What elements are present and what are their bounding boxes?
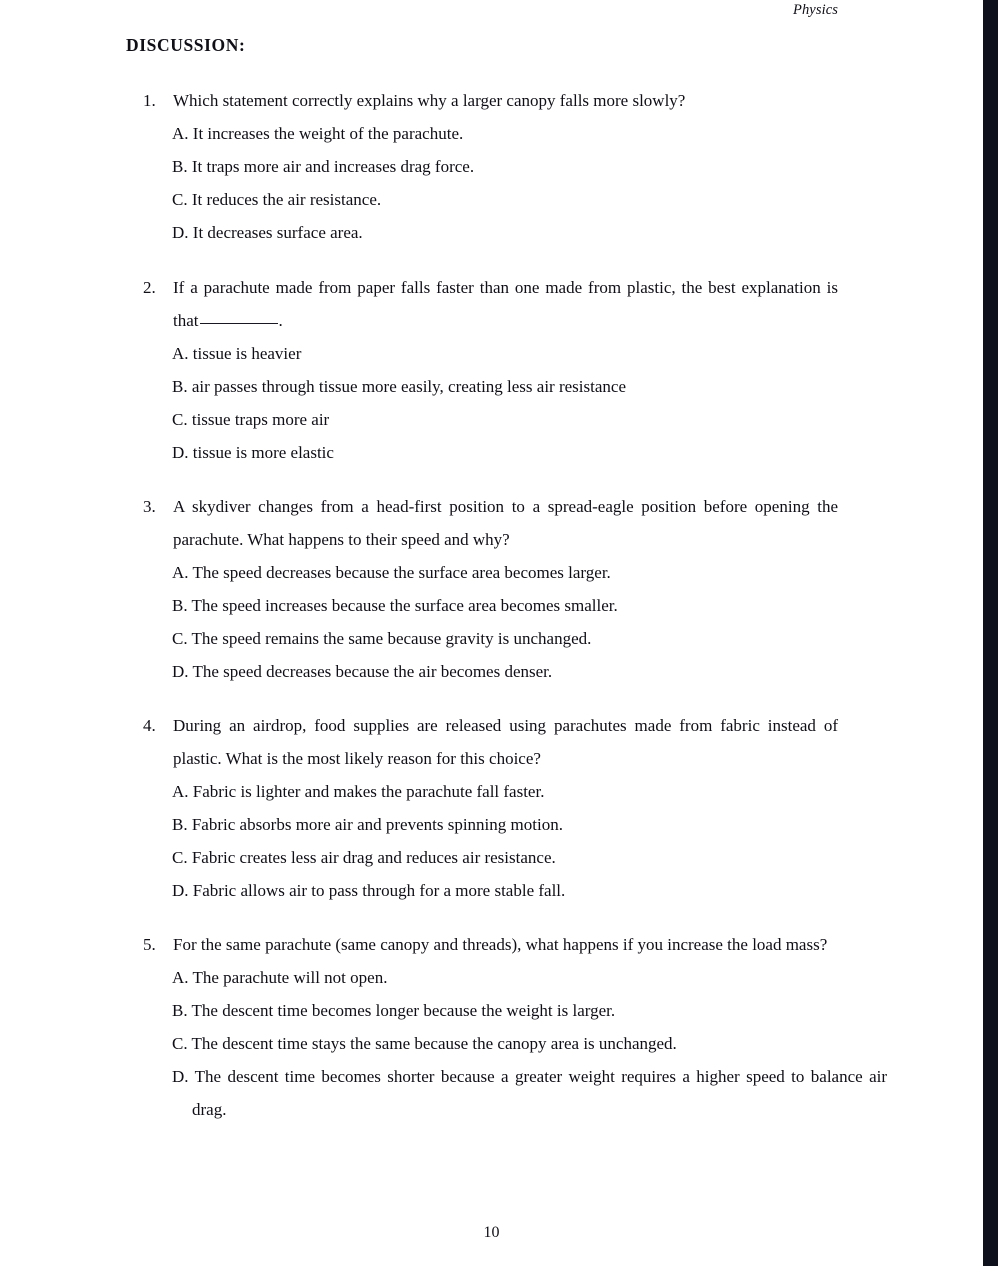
question-stem-text: During an airdrop, food supplies are released using parachutes made from fabric instead of plastic. What is the most likely reason for this choice? xyxy=(173,716,838,768)
question-stem-row xyxy=(143,490,838,556)
option-item[interactable] xyxy=(172,775,838,808)
option-letter: A. xyxy=(172,563,189,582)
option-letter: A. xyxy=(172,968,189,987)
option-letter: C. xyxy=(172,190,188,209)
option-item[interactable] xyxy=(172,655,838,688)
option-item[interactable] xyxy=(172,622,838,655)
option-letter: A. xyxy=(172,344,189,363)
question-number: 5. xyxy=(143,935,156,954)
question-stem-text: For the same parachute (same canopy and threads), what happens if you increase the load mass? xyxy=(173,935,828,954)
question-item xyxy=(143,271,838,469)
option-list xyxy=(172,117,838,249)
option-text: The speed remains the same because gravity is unchanged. xyxy=(191,629,592,648)
question-stem-row xyxy=(143,271,838,337)
option-text: The speed increases because the surface area becomes smaller. xyxy=(191,596,618,615)
question-list xyxy=(143,84,887,1126)
option-letter: C. xyxy=(172,848,188,867)
option-item[interactable] xyxy=(172,403,838,436)
option-item[interactable] xyxy=(172,216,838,249)
option-letter: C. xyxy=(172,1034,188,1053)
option-item[interactable] xyxy=(172,337,838,370)
option-letter: D. xyxy=(172,662,189,681)
option-letter: D. xyxy=(172,881,189,900)
option-text: The speed decreases because the surface area becomes larger. xyxy=(192,563,611,582)
question-stem-text: A skydiver changes from a head-first position to a spread-eagle position before opening the parachute. What happens to their speed and why? xyxy=(173,497,838,549)
question-stem-row xyxy=(143,928,838,961)
question-item xyxy=(143,928,887,1126)
question-item xyxy=(143,709,838,907)
option-item[interactable] xyxy=(172,961,838,994)
option-letter: D. xyxy=(172,443,189,462)
option-list xyxy=(172,337,838,469)
option-text: air passes through tissue more easily, creating less air resistance xyxy=(191,377,626,396)
question-number: 2. xyxy=(143,278,156,297)
option-text: It reduces the air resistance. xyxy=(191,190,382,209)
question-stem-row xyxy=(143,84,838,117)
page-number: 10 xyxy=(483,1224,500,1241)
option-text: tissue is heavier xyxy=(192,344,302,363)
option-item[interactable] xyxy=(172,994,838,1027)
question-item xyxy=(143,490,838,688)
option-letter: C. xyxy=(172,629,188,648)
question-stem-text: Which statement correctly explains why a larger canopy falls more slowly? xyxy=(173,91,686,110)
option-list xyxy=(172,775,838,907)
question-stem xyxy=(173,271,838,337)
option-list xyxy=(172,961,887,1126)
option-letter: B. xyxy=(172,157,188,176)
option-text: Fabric creates less air drag and reduces air resistance. xyxy=(191,848,556,867)
option-text: tissue is more elastic xyxy=(192,443,334,462)
question-stem-row xyxy=(143,709,838,775)
option-item[interactable] xyxy=(172,1027,838,1060)
option-letter: C. xyxy=(172,410,188,429)
option-text: The speed decreases because the air becomes denser. xyxy=(192,662,553,681)
right-edge-strip xyxy=(983,0,998,1266)
option-list xyxy=(172,556,838,688)
option-text: The descent time becomes shorter because a greater weight requires a higher speed to balance air drag. xyxy=(192,1067,887,1119)
option-text: It decreases surface area. xyxy=(192,223,363,242)
option-item[interactable] xyxy=(172,183,838,216)
option-text: Fabric is lighter and makes the parachute fall faster. xyxy=(192,782,545,801)
option-letter: B. xyxy=(172,596,188,615)
running-header: Physics xyxy=(793,2,838,18)
option-item[interactable] xyxy=(172,589,838,622)
option-text: Fabric absorbs more air and prevents spinning motion. xyxy=(191,815,563,834)
option-item[interactable] xyxy=(172,874,838,907)
option-item[interactable] xyxy=(172,841,838,874)
option-text: tissue traps more air xyxy=(191,410,330,429)
option-letter: B. xyxy=(172,815,188,834)
page-title: DISCUSSION: xyxy=(126,35,246,55)
option-letter: D. xyxy=(172,223,189,242)
fill-in-blank[interactable] xyxy=(200,323,278,324)
option-letter: A. xyxy=(172,124,189,143)
question-stem xyxy=(173,709,838,775)
question-number: 4. xyxy=(143,716,156,735)
option-text: The parachute will not open. xyxy=(192,968,388,987)
question-stem xyxy=(173,928,838,961)
option-item[interactable] xyxy=(172,808,838,841)
option-letter: A. xyxy=(172,782,189,801)
option-item[interactable] xyxy=(172,150,838,183)
question-number: 3. xyxy=(143,497,156,516)
option-letter: B. xyxy=(172,377,188,396)
option-item[interactable] xyxy=(172,370,838,403)
option-item[interactable] xyxy=(172,436,838,469)
question-stem-text: If a parachute made from paper falls faster than one made from plastic, the best explanation is that xyxy=(173,278,838,330)
option-letter: D. xyxy=(172,1067,189,1086)
option-text: It traps more air and increases drag force. xyxy=(191,157,475,176)
option-item[interactable] xyxy=(172,1060,887,1126)
question-number: 1. xyxy=(143,91,156,110)
option-item[interactable] xyxy=(172,556,838,589)
question-stem-suffix: . xyxy=(278,311,283,330)
question-stem xyxy=(173,84,838,117)
option-item[interactable] xyxy=(172,117,838,150)
option-text: It increases the weight of the parachute. xyxy=(192,124,464,143)
option-text: Fabric allows air to pass through for a more stable fall. xyxy=(192,881,566,900)
question-item xyxy=(143,84,838,249)
question-stem xyxy=(173,490,838,556)
option-letter: B. xyxy=(172,1001,188,1020)
option-text: The descent time stays the same because the canopy area is unchanged. xyxy=(191,1034,677,1053)
option-text: The descent time becomes longer because the weight is larger. xyxy=(191,1001,616,1020)
